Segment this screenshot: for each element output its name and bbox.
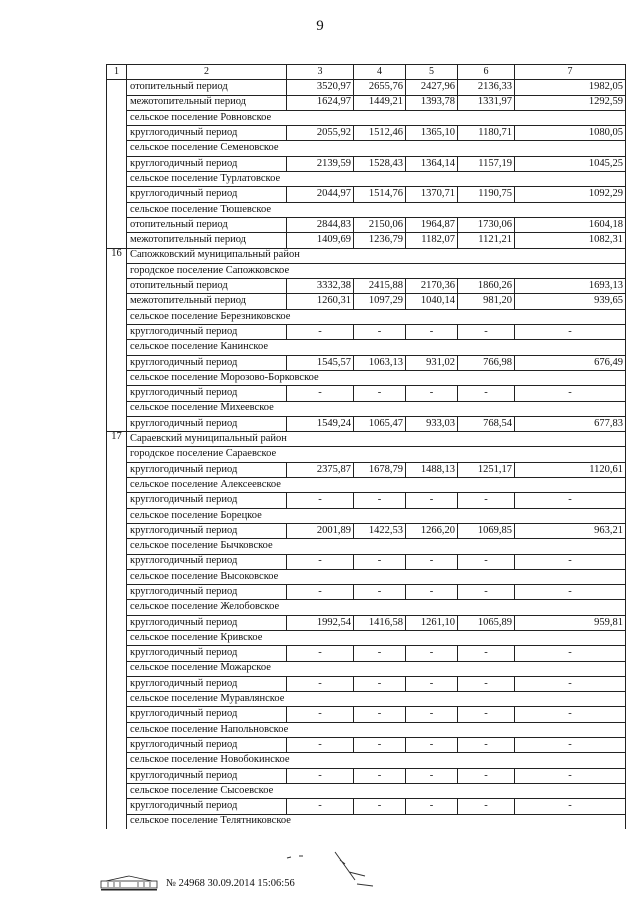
settlement-label: сельское поселение Бычковское	[127, 539, 626, 554]
value-cell: 1251,17	[458, 462, 515, 477]
row-number-cell	[107, 539, 127, 554]
table-header-row	[107, 65, 626, 80]
settlement-row	[107, 539, 626, 554]
value-cell: -	[515, 676, 626, 691]
value-cell: -	[458, 738, 515, 753]
value-cell: 1120,61	[515, 462, 626, 477]
value-cell: 2427,96	[406, 80, 458, 95]
value-cell: -	[287, 707, 354, 722]
pen-scribble-mark	[285, 850, 375, 890]
value-cell: -	[406, 386, 458, 401]
value-cell: 1082,31	[515, 233, 626, 248]
table-row	[107, 294, 626, 309]
period-label: круглогодичный период	[127, 585, 287, 600]
table-row	[107, 462, 626, 477]
row-number-cell	[107, 478, 127, 493]
value-cell: 1488,13	[406, 462, 458, 477]
value-cell: -	[354, 646, 406, 661]
settlement-row	[107, 370, 626, 385]
value-cell: 2375,87	[287, 462, 354, 477]
row-number-cell	[107, 554, 127, 569]
value-cell: -	[515, 707, 626, 722]
value-cell: -	[406, 585, 458, 600]
row-number-cell	[107, 110, 127, 125]
value-cell: -	[458, 646, 515, 661]
period-label: круглогодичный период	[127, 646, 287, 661]
value-cell: -	[515, 646, 626, 661]
page-number: 9	[316, 18, 324, 34]
settlement-row	[107, 783, 626, 798]
value-cell: 981,20	[458, 294, 515, 309]
header-cell: 3	[287, 65, 354, 80]
settlement-row	[107, 661, 626, 676]
settlement-label: сельское поселение Муравлянское	[127, 692, 626, 707]
row-number-cell	[107, 738, 127, 753]
table-body	[107, 65, 626, 829]
settlement-label: сельское поселение Семеновское	[127, 141, 626, 156]
value-cell: -	[287, 493, 354, 508]
period-label: межотопительный период	[127, 233, 287, 248]
value-cell: -	[287, 325, 354, 340]
settlement-row	[107, 447, 626, 462]
value-cell: 2055,92	[287, 126, 354, 141]
row-number-cell	[107, 80, 127, 95]
value-cell: 1180,71	[458, 126, 515, 141]
value-cell: -	[515, 325, 626, 340]
value-cell: -	[287, 768, 354, 783]
value-cell: -	[354, 554, 406, 569]
row-number-cell	[107, 692, 127, 707]
value-cell: 939,65	[515, 294, 626, 309]
document-footer	[100, 874, 295, 892]
settlement-label: сельское поселение Алексеевское	[127, 478, 626, 493]
value-cell: 2655,76	[354, 80, 406, 95]
row-number-cell	[107, 722, 127, 737]
row-number-cell	[107, 569, 127, 584]
table-row	[107, 416, 626, 431]
settlement-label: сельское поселение Канинское	[127, 340, 626, 355]
settlement-label: сельское поселение Высоковское	[127, 569, 626, 584]
settlement-row	[107, 508, 626, 523]
value-cell: 1964,87	[406, 217, 458, 232]
header-cell: 6	[458, 65, 515, 80]
value-cell: 2001,89	[287, 523, 354, 538]
value-cell: 1422,53	[354, 523, 406, 538]
value-cell: 1045,25	[515, 156, 626, 171]
value-cell: -	[406, 707, 458, 722]
settlement-label: Сапожковский муниципальный район	[127, 248, 626, 263]
table-row	[107, 768, 626, 783]
row-number-cell	[107, 646, 127, 661]
value-cell: -	[515, 768, 626, 783]
period-label: круглогодичный период	[127, 156, 287, 171]
value-cell: -	[458, 493, 515, 508]
document-stamp: № 24968 30.09.2014 15:06:56	[166, 877, 295, 889]
row-number-cell	[107, 585, 127, 600]
government-building-logo	[100, 875, 158, 891]
value-cell: -	[406, 676, 458, 691]
settlement-row	[107, 110, 626, 125]
period-label: межотопительный период	[127, 294, 287, 309]
value-cell: -	[515, 554, 626, 569]
row-number-cell	[107, 783, 127, 798]
row-number-cell: 16	[107, 248, 127, 263]
value-cell: 1063,13	[354, 355, 406, 370]
value-cell: -	[406, 768, 458, 783]
value-cell: 1365,10	[406, 126, 458, 141]
value-cell: 1992,54	[287, 615, 354, 630]
value-cell: 1549,24	[287, 416, 354, 431]
value-cell: 959,81	[515, 615, 626, 630]
value-cell: -	[515, 493, 626, 508]
row-number-cell	[107, 217, 127, 232]
settlement-row	[107, 309, 626, 324]
tariff-table	[106, 64, 626, 829]
settlement-label: сельское поселение Турлатовское	[127, 172, 626, 187]
row-number-cell	[107, 294, 127, 309]
period-label: круглогодичный период	[127, 615, 287, 630]
value-cell: -	[287, 676, 354, 691]
period-label: отопительный период	[127, 80, 287, 95]
period-label: круглогодичный период	[127, 738, 287, 753]
value-cell: 1528,43	[354, 156, 406, 171]
row-number-cell	[107, 416, 127, 431]
value-cell: -	[354, 493, 406, 508]
value-cell: 1678,79	[354, 462, 406, 477]
settlement-label: сельское поселение Напольновское	[127, 722, 626, 737]
period-label: круглогодичный период	[127, 707, 287, 722]
row-number-cell	[107, 401, 127, 416]
value-cell: -	[287, 554, 354, 569]
row-number-cell	[107, 630, 127, 645]
value-cell: 1121,21	[458, 233, 515, 248]
row-number-cell	[107, 814, 127, 829]
row-number-cell	[107, 799, 127, 814]
table-row	[107, 233, 626, 248]
period-label: круглогодичный период	[127, 554, 287, 569]
period-label: круглогодичный период	[127, 126, 287, 141]
settlement-row	[107, 478, 626, 493]
row-number-cell	[107, 202, 127, 217]
district-row	[107, 432, 626, 447]
value-cell: -	[287, 386, 354, 401]
value-cell: 2150,06	[354, 217, 406, 232]
table-row	[107, 799, 626, 814]
value-cell: 1449,21	[354, 95, 406, 110]
value-cell: -	[458, 386, 515, 401]
table-row	[107, 386, 626, 401]
value-cell: -	[354, 325, 406, 340]
value-cell: -	[406, 493, 458, 508]
settlement-row	[107, 692, 626, 707]
header-cell: 2	[127, 65, 287, 80]
row-number-cell	[107, 156, 127, 171]
settlement-row	[107, 401, 626, 416]
value-cell: 1982,05	[515, 80, 626, 95]
value-cell: 1693,13	[515, 279, 626, 294]
value-cell: -	[354, 707, 406, 722]
table-row	[107, 523, 626, 538]
value-cell: -	[354, 768, 406, 783]
value-cell: 1331,97	[458, 95, 515, 110]
value-cell: 931,02	[406, 355, 458, 370]
value-cell: 1604,18	[515, 217, 626, 232]
period-label: круглогодичный период	[127, 187, 287, 202]
value-cell: -	[406, 325, 458, 340]
value-cell: -	[354, 585, 406, 600]
row-number-cell	[107, 340, 127, 355]
value-cell: -	[354, 738, 406, 753]
period-label: круглогодичный период	[127, 768, 287, 783]
settlement-label: сельское поселение Березниковское	[127, 309, 626, 324]
table-row	[107, 279, 626, 294]
table-row	[107, 126, 626, 141]
period-label: круглогодичный период	[127, 355, 287, 370]
value-cell: 1097,29	[354, 294, 406, 309]
settlement-row	[107, 202, 626, 217]
row-number-cell	[107, 325, 127, 340]
value-cell: 1190,75	[458, 187, 515, 202]
value-cell: 2136,33	[458, 80, 515, 95]
row-number-cell	[107, 355, 127, 370]
value-cell: -	[458, 676, 515, 691]
header-cell: 1	[107, 65, 127, 80]
period-label: круглогодичный период	[127, 462, 287, 477]
table-row	[107, 646, 626, 661]
row-number-cell	[107, 370, 127, 385]
period-label: круглогодичный период	[127, 799, 287, 814]
value-cell: -	[287, 738, 354, 753]
value-cell: 2139,59	[287, 156, 354, 171]
settlement-row	[107, 172, 626, 187]
value-cell: -	[458, 799, 515, 814]
period-label: межотопительный период	[127, 95, 287, 110]
value-cell: -	[406, 799, 458, 814]
value-cell: 1069,85	[458, 523, 515, 538]
settlement-row	[107, 600, 626, 615]
value-cell: 1157,19	[458, 156, 515, 171]
value-cell: -	[515, 799, 626, 814]
row-number-cell	[107, 661, 127, 676]
row-number-cell	[107, 95, 127, 110]
row-number-cell	[107, 462, 127, 477]
row-number-cell: 17	[107, 432, 127, 447]
value-cell: 768,54	[458, 416, 515, 431]
value-cell: -	[515, 386, 626, 401]
row-number-cell	[107, 141, 127, 156]
settlement-label: сельское поселение Можарское	[127, 661, 626, 676]
settlement-label: сельское поселение Сысоевское	[127, 783, 626, 798]
value-cell: 963,21	[515, 523, 626, 538]
header-cell: 5	[406, 65, 458, 80]
value-cell: 1730,06	[458, 217, 515, 232]
value-cell: -	[354, 799, 406, 814]
row-number-cell	[107, 600, 127, 615]
settlement-label: сельское поселение Кривское	[127, 630, 626, 645]
value-cell: -	[287, 585, 354, 600]
settlement-row	[107, 753, 626, 768]
value-cell: -	[287, 799, 354, 814]
settlement-label: сельское поселение Телятниковское	[127, 814, 626, 829]
table-row	[107, 187, 626, 202]
settlement-row	[107, 569, 626, 584]
value-cell: 766,98	[458, 355, 515, 370]
value-cell: -	[458, 325, 515, 340]
table-row	[107, 738, 626, 753]
settlement-label: Сараевский муниципальный район	[127, 432, 626, 447]
settlement-label: сельское поселение Ровновское	[127, 110, 626, 125]
period-label: отопительный период	[127, 217, 287, 232]
settlement-row	[107, 263, 626, 278]
value-cell: 3520,97	[287, 80, 354, 95]
value-cell: 1624,97	[287, 95, 354, 110]
value-cell: 1266,20	[406, 523, 458, 538]
value-cell: -	[458, 707, 515, 722]
settlement-label: сельское поселение Морозово-Борковское	[127, 370, 626, 385]
value-cell: 1182,07	[406, 233, 458, 248]
settlement-label: городское поселение Сараевское	[127, 447, 626, 462]
value-cell: 1364,14	[406, 156, 458, 171]
value-cell: 676,49	[515, 355, 626, 370]
row-number-cell	[107, 233, 127, 248]
header-cell: 4	[354, 65, 406, 80]
settlement-label: сельское поселение Михеевское	[127, 401, 626, 416]
row-number-cell	[107, 447, 127, 462]
value-cell: -	[406, 738, 458, 753]
table-row	[107, 493, 626, 508]
table-row	[107, 585, 626, 600]
header-cell: 7	[515, 65, 626, 80]
value-cell: 1860,26	[458, 279, 515, 294]
value-cell: 1040,14	[406, 294, 458, 309]
value-cell: -	[515, 585, 626, 600]
settlement-label: сельское поселение Тюшевское	[127, 202, 626, 217]
settlement-label: сельское поселение Новобокинское	[127, 753, 626, 768]
row-number-cell	[107, 172, 127, 187]
district-row	[107, 248, 626, 263]
table-row	[107, 707, 626, 722]
table-row	[107, 156, 626, 171]
value-cell: 1292,59	[515, 95, 626, 110]
period-label: круглогодичный период	[127, 493, 287, 508]
value-cell: 1065,89	[458, 615, 515, 630]
value-cell: -	[458, 768, 515, 783]
value-cell: 677,83	[515, 416, 626, 431]
value-cell: -	[287, 646, 354, 661]
value-cell: 2415,88	[354, 279, 406, 294]
value-cell: 1261,10	[406, 615, 458, 630]
value-cell: -	[406, 646, 458, 661]
settlement-row	[107, 722, 626, 737]
table-row	[107, 554, 626, 569]
value-cell: 933,03	[406, 416, 458, 431]
value-cell: -	[458, 554, 515, 569]
row-number-cell	[107, 768, 127, 783]
row-number-cell	[107, 707, 127, 722]
row-number-cell	[107, 309, 127, 324]
period-label: круглогодичный период	[127, 325, 287, 340]
period-label: круглогодичный период	[127, 386, 287, 401]
value-cell: 1416,58	[354, 615, 406, 630]
value-cell: 2170,36	[406, 279, 458, 294]
settlement-row	[107, 814, 626, 829]
period-label: отопительный период	[127, 279, 287, 294]
table-row	[107, 676, 626, 691]
row-number-cell	[107, 126, 127, 141]
value-cell: 2044,97	[287, 187, 354, 202]
settlement-row	[107, 630, 626, 645]
value-cell: 1260,31	[287, 294, 354, 309]
value-cell: -	[458, 585, 515, 600]
value-cell: 1065,47	[354, 416, 406, 431]
value-cell: 1370,71	[406, 187, 458, 202]
value-cell: 1409,69	[287, 233, 354, 248]
table-row	[107, 615, 626, 630]
value-cell: -	[354, 386, 406, 401]
period-label: круглогодичный период	[127, 416, 287, 431]
table-row	[107, 217, 626, 232]
value-cell: 1092,29	[515, 187, 626, 202]
value-cell: 1514,76	[354, 187, 406, 202]
period-label: круглогодичный период	[127, 676, 287, 691]
value-cell: -	[354, 676, 406, 691]
value-cell: -	[515, 738, 626, 753]
value-cell: -	[406, 554, 458, 569]
value-cell: 3332,38	[287, 279, 354, 294]
row-number-cell	[107, 263, 127, 278]
row-number-cell	[107, 279, 127, 294]
value-cell: 2844,83	[287, 217, 354, 232]
value-cell: 1080,05	[515, 126, 626, 141]
value-cell: 1512,46	[354, 126, 406, 141]
period-label: круглогодичный период	[127, 523, 287, 538]
row-number-cell	[107, 187, 127, 202]
table-row	[107, 80, 626, 95]
row-number-cell	[107, 508, 127, 523]
value-cell: 1545,57	[287, 355, 354, 370]
settlement-label: сельское поселение Борецкое	[127, 508, 626, 523]
settlement-label: городское поселение Сапожковское	[127, 263, 626, 278]
value-cell: 1236,79	[354, 233, 406, 248]
settlement-row	[107, 141, 626, 156]
table-row	[107, 95, 626, 110]
value-cell: 1393,78	[406, 95, 458, 110]
settlement-row	[107, 340, 626, 355]
row-number-cell	[107, 753, 127, 768]
table-row	[107, 325, 626, 340]
row-number-cell	[107, 493, 127, 508]
row-number-cell	[107, 615, 127, 630]
table-row	[107, 355, 626, 370]
row-number-cell	[107, 386, 127, 401]
settlement-label: сельское поселение Желобовское	[127, 600, 626, 615]
row-number-cell	[107, 676, 127, 691]
row-number-cell	[107, 523, 127, 538]
